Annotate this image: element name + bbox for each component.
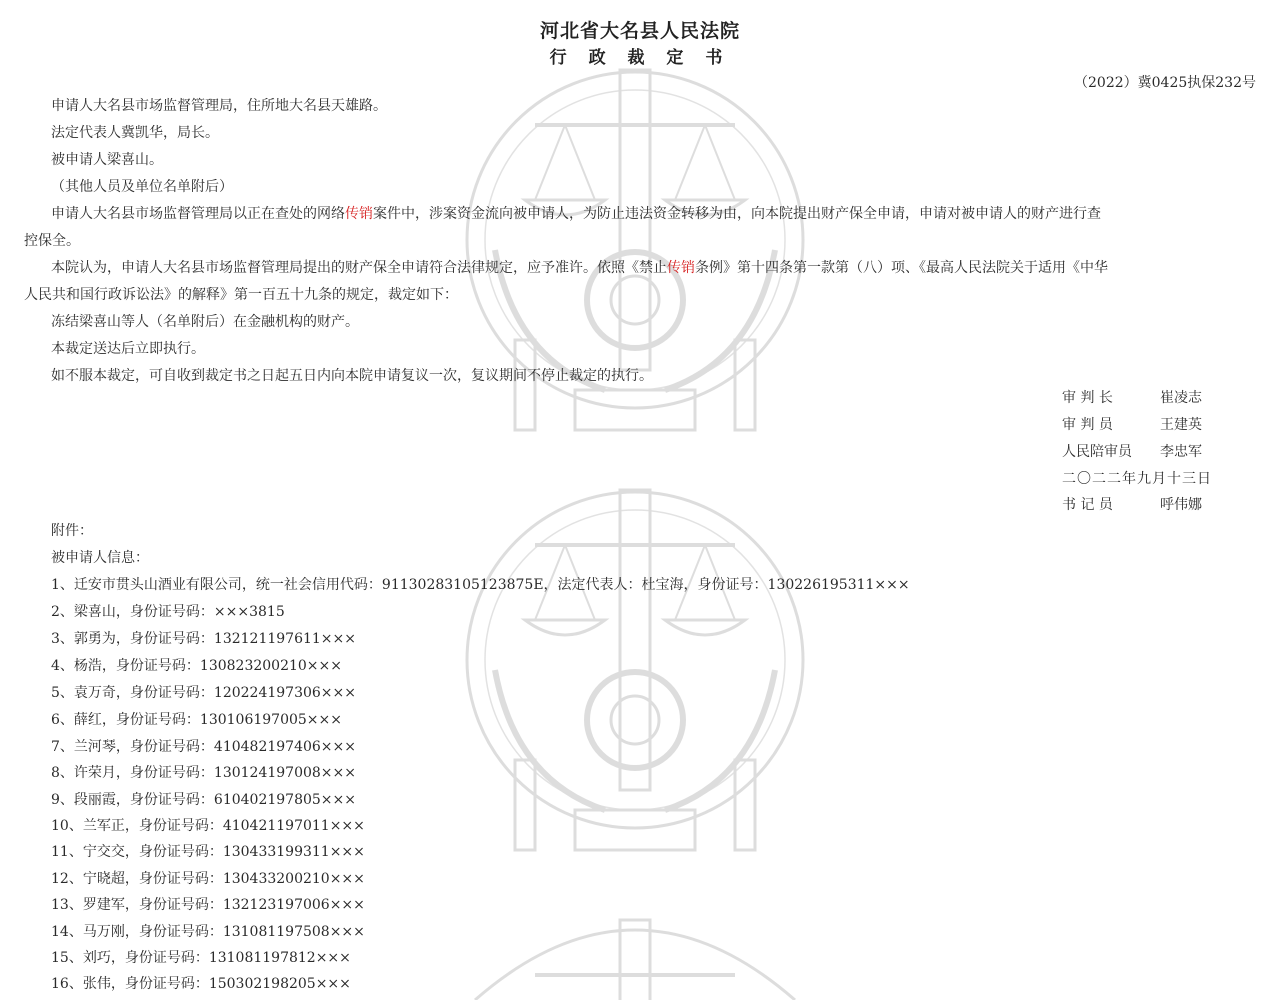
respondent-item: 2、梁喜山，身份证号码：×××3815 <box>51 604 285 620</box>
application-paragraph <box>51 204 1101 224</box>
court-name: 河北省大名县人民法院 <box>539 20 740 42</box>
court-emblem-icon <box>455 450 815 860</box>
respondent-item: 8、许荣月，身份证号码：130124197008××× <box>51 765 356 781</box>
applicant-line: 申请人大名县市场监督管理局，住所地大名县天雄路。 <box>51 98 387 114</box>
respondent-item: 6、薛红，身份证号码：130106197005××× <box>51 712 342 728</box>
respondent-item: 7、兰河琴，身份证号码：410482197406××× <box>51 739 356 755</box>
text-segment: 条例》第十四条第一款第（八）项、《最高人民法院关于适用《中华 <box>695 260 1108 276</box>
attachment-subheading: 被申请人信息： <box>51 550 149 566</box>
respondent-item: 10、兰军正，身份证号码：410421197011××× <box>51 818 365 834</box>
others-note: （其他人员及单位名单附后） <box>51 179 233 195</box>
signature-name: 呼伟娜 <box>1160 497 1202 513</box>
ruling-freeze: 冻结梁喜山等人（名单附后）在金融机构的财产。 <box>51 314 359 330</box>
signature-juror <box>1062 442 1202 462</box>
respondent-line: 被申请人梁喜山。 <box>51 152 163 168</box>
appeal-notice: 如不服本裁定，可自收到裁定书之日起五日内向本院申请复议一次，复议期间不停止裁定的执行。 <box>51 368 653 384</box>
application-paragraph-end: 控保全。 <box>24 233 80 249</box>
respondent-item: 9、段丽霞，身份证号码：610402197805××× <box>51 792 356 808</box>
court-opinion-paragraph-end: 人民共和国行政诉讼法》的解释》第一百五十九条的规定，裁定如下： <box>24 287 458 303</box>
respondent-item: 12、宁晓超，身份证号码：130433200210××× <box>51 871 365 887</box>
signature-name: 李忠军 <box>1160 444 1202 460</box>
court-emblem-icon <box>455 900 815 1000</box>
court-emblem-watermark-middle <box>455 450 815 860</box>
attachment-heading: 附件： <box>51 523 93 539</box>
respondent-item: 13、罗建军，身份证号码：132123197006××× <box>51 897 365 913</box>
case-number: （2022）冀0425执保232号 <box>1074 75 1256 91</box>
signature-judge <box>1062 415 1202 435</box>
signature-role: 审 判 长 <box>1062 390 1113 406</box>
respondent-item: 5、袁万奇，身份证号码：120224197306××× <box>51 685 356 701</box>
ruling-effect: 本裁定送达后立即执行。 <box>51 341 205 357</box>
ruling-date: 二〇二二年九月十三日 <box>1062 471 1212 487</box>
highlight-term: 传销 <box>667 260 695 276</box>
signature-role: 审 判 员 <box>1062 417 1113 433</box>
text-segment: 案件中，涉案资金流向被申请人，为防止违法资金转移为由，向本院提出财产保全申请，申请对被申请人的财产进行查 <box>373 206 1101 222</box>
signature-role: 人民陪审员 <box>1062 444 1132 460</box>
respondent-item: 3、郭勇为，身份证号码：132121197611××× <box>51 631 356 647</box>
document-type: 行 政 裁 定 书 <box>549 48 731 68</box>
legal-representative-line: 法定代表人冀凯华，局长。 <box>51 125 219 141</box>
signature-name: 王建英 <box>1160 417 1202 433</box>
text-segment: 本院认为，申请人大名县市场监督管理局提出的财产保全申请符合法律规定，应予准许。依照《禁止 <box>51 260 667 276</box>
respondent-item: 15、刘巧，身份证号码：131081197812××× <box>51 950 351 966</box>
signature-name: 崔凌志 <box>1160 390 1202 406</box>
highlight-term: 传销 <box>345 206 373 222</box>
respondent-item: 14、马万刚，身份证号码：131081197508××× <box>51 924 365 940</box>
court-opinion-paragraph <box>51 258 1108 278</box>
respondent-item: 1、迁安市贯头山酒业有限公司，统一社会信用代码：91130283105123875E，法定代表人：杜宝海，身份证号：130226195311××× <box>51 577 910 593</box>
signature-role: 书 记 员 <box>1062 497 1113 513</box>
text-segment: 申请人大名县市场监督管理局以正在查处的网络 <box>51 206 345 222</box>
signature-presiding-judge <box>1062 388 1202 408</box>
respondent-item: 4、杨浩，身份证号码：130823200210××× <box>51 658 342 674</box>
signature-clerk <box>1062 495 1202 515</box>
court-emblem-watermark-bottom <box>455 900 815 1000</box>
respondent-item: 11、宁交交，身份证号码：130433199311××× <box>51 844 365 860</box>
respondent-item: 16、张伟，身份证号码：150302198205××× <box>51 976 351 992</box>
